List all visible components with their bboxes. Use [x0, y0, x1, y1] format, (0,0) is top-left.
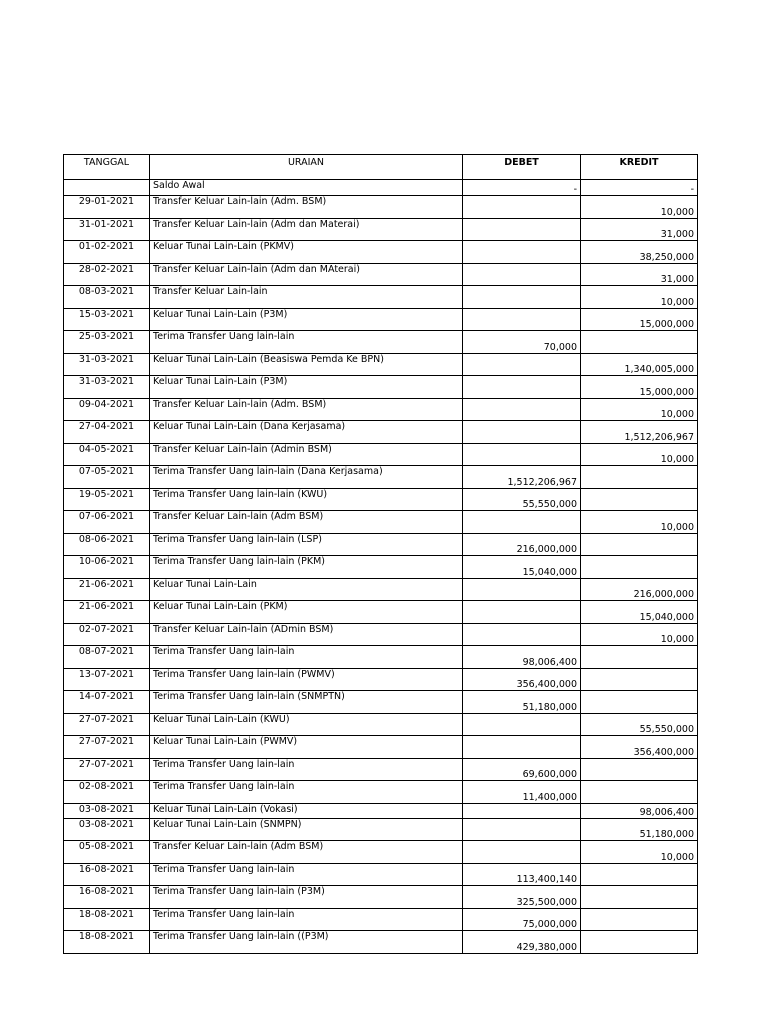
table-row [64, 818, 698, 841]
credit-cell: 10,000 [581, 398, 698, 421]
date-cell: 27-07-2021 [64, 758, 150, 781]
debit-cell [463, 841, 581, 864]
description-cell: Terima Transfer Uang lain-lain (P3M) [150, 886, 463, 909]
opening-label: Saldo Awal [150, 180, 463, 196]
debit-cell [463, 421, 581, 444]
debit-cell [463, 196, 581, 219]
header-uraian: URAIAN [150, 155, 463, 180]
date-cell: 18-08-2021 [64, 908, 150, 931]
table-row [64, 863, 698, 886]
table-row [64, 623, 698, 646]
table-row [64, 218, 698, 241]
debit-cell [463, 736, 581, 759]
credit-cell: 10,000 [581, 196, 698, 219]
date-cell: 29-01-2021 [64, 196, 150, 219]
date-cell: 25-03-2021 [64, 331, 150, 354]
header-kredit: KREDIT [581, 155, 698, 180]
header-row [64, 155, 698, 180]
table-row [64, 841, 698, 864]
table-row [64, 308, 698, 331]
table-row [64, 668, 698, 691]
debit-cell: 98,006,400 [463, 646, 581, 669]
date-cell: 13-07-2021 [64, 668, 150, 691]
date-cell: 31-03-2021 [64, 376, 150, 399]
opening-debit: - [463, 180, 581, 196]
date-cell: 31-03-2021 [64, 353, 150, 376]
debit-cell: 356,400,000 [463, 668, 581, 691]
debit-cell: 11,400,000 [463, 781, 581, 804]
debit-cell: 70,000 [463, 331, 581, 354]
credit-cell: 51,180,000 [581, 818, 698, 841]
description-cell: Terima Transfer Uang lain-lain [150, 646, 463, 669]
description-cell: Keluar Tunai Lain-Lain (Dana Kerjasama) [150, 421, 463, 444]
table-row [64, 466, 698, 489]
table-row [64, 646, 698, 669]
description-cell: Terima Transfer Uang lain-lain (Dana Kerjasama) [150, 466, 463, 489]
description-cell: Terima Transfer Uang lain-lain [150, 781, 463, 804]
description-cell: Terima Transfer Uang lain-lain [150, 908, 463, 931]
description-cell: Transfer Keluar Lain-lain (Adm. BSM) [150, 398, 463, 421]
credit-cell [581, 886, 698, 909]
table-row [64, 691, 698, 714]
description-cell: Keluar Tunai Lain-Lain (Vokasi) [150, 803, 463, 818]
debit-cell: 51,180,000 [463, 691, 581, 714]
description-cell: Keluar Tunai Lain-Lain (SNMPN) [150, 818, 463, 841]
description-cell: Keluar Tunai Lain-Lain (KWU) [150, 713, 463, 736]
debit-cell [463, 511, 581, 534]
debit-cell: 1,512,206,967 [463, 466, 581, 489]
credit-cell: 15,000,000 [581, 376, 698, 399]
table-row [64, 886, 698, 909]
date-cell: 10-06-2021 [64, 556, 150, 579]
date-cell: 28-02-2021 [64, 263, 150, 286]
debit-cell [463, 218, 581, 241]
header-debet: DEBET [463, 155, 581, 180]
credit-cell: 1,340,005,000 [581, 353, 698, 376]
date-cell: 21-06-2021 [64, 601, 150, 624]
debit-cell [463, 263, 581, 286]
table-row [64, 421, 698, 444]
description-cell: Terima Transfer Uang lain-lain [150, 863, 463, 886]
date-cell: 07-06-2021 [64, 511, 150, 534]
ledger-body [64, 180, 698, 954]
table-row [64, 781, 698, 804]
opening-credit: - [581, 180, 698, 196]
debit-cell [463, 308, 581, 331]
description-cell: Transfer Keluar Lain-lain (Adm BSM) [150, 841, 463, 864]
description-cell: Terima Transfer Uang lain-lain (PWMV) [150, 668, 463, 691]
table-row [64, 196, 698, 219]
description-cell: Terima Transfer Uang lain-lain (KWU) [150, 488, 463, 511]
table-row [64, 331, 698, 354]
description-cell: Terima Transfer Uang lain-lain [150, 758, 463, 781]
date-cell: 27-04-2021 [64, 421, 150, 444]
credit-cell: 10,000 [581, 443, 698, 466]
date-cell: 09-04-2021 [64, 398, 150, 421]
credit-cell [581, 466, 698, 489]
credit-cell [581, 863, 698, 886]
credit-cell: 10,000 [581, 511, 698, 534]
credit-cell [581, 556, 698, 579]
date-cell: 03-08-2021 [64, 818, 150, 841]
description-cell: Transfer Keluar Lain-lain (Adm dan MAterai) [150, 263, 463, 286]
table-row [64, 931, 698, 954]
credit-cell: 10,000 [581, 286, 698, 309]
credit-cell: 15,040,000 [581, 601, 698, 624]
date-cell: 19-05-2021 [64, 488, 150, 511]
credit-cell [581, 533, 698, 556]
description-cell: Keluar Tunai Lain-Lain (P3M) [150, 376, 463, 399]
description-cell: Transfer Keluar Lain-lain (Adm dan Materai) [150, 218, 463, 241]
table-row [64, 488, 698, 511]
credit-cell: 10,000 [581, 841, 698, 864]
description-cell: Terima Transfer Uang lain-lain (SNMPTN) [150, 691, 463, 714]
credit-cell: 31,000 [581, 218, 698, 241]
description-cell: Transfer Keluar Lain-lain (Admin BSM) [150, 443, 463, 466]
debit-cell: 216,000,000 [463, 533, 581, 556]
credit-cell [581, 668, 698, 691]
credit-cell [581, 908, 698, 931]
credit-cell [581, 691, 698, 714]
description-cell: Transfer Keluar Lain-lain (ADmin BSM) [150, 623, 463, 646]
date-cell: 31-01-2021 [64, 218, 150, 241]
date-cell: 02-08-2021 [64, 781, 150, 804]
description-cell: Keluar Tunai Lain-Lain (P3M) [150, 308, 463, 331]
date-cell: 27-07-2021 [64, 713, 150, 736]
table-row [64, 353, 698, 376]
description-cell: Terima Transfer Uang lain-lain [150, 331, 463, 354]
debit-cell [463, 601, 581, 624]
date-cell: 15-03-2021 [64, 308, 150, 331]
debit-cell [463, 578, 581, 601]
date-cell: 18-08-2021 [64, 931, 150, 954]
debit-cell [463, 713, 581, 736]
description-cell: Transfer Keluar Lain-lain [150, 286, 463, 309]
table-row [64, 286, 698, 309]
debit-cell: 75,000,000 [463, 908, 581, 931]
description-cell: Terima Transfer Uang lain-lain ((P3M) [150, 931, 463, 954]
debit-cell: 429,380,000 [463, 931, 581, 954]
table-row [64, 533, 698, 556]
table-row [64, 241, 698, 264]
date-cell: 01-02-2021 [64, 241, 150, 264]
credit-cell [581, 781, 698, 804]
credit-cell: 356,400,000 [581, 736, 698, 759]
debit-cell [463, 241, 581, 264]
table-row [64, 511, 698, 534]
description-cell: Keluar Tunai Lain-Lain [150, 578, 463, 601]
date-cell: 21-06-2021 [64, 578, 150, 601]
debit-cell [463, 376, 581, 399]
credit-cell [581, 488, 698, 511]
credit-cell: 216,000,000 [581, 578, 698, 601]
credit-cell: 98,006,400 [581, 803, 698, 818]
credit-cell: 55,550,000 [581, 713, 698, 736]
credit-cell [581, 758, 698, 781]
credit-cell: 1,512,206,967 [581, 421, 698, 444]
table-row [64, 556, 698, 579]
credit-cell: 15,000,000 [581, 308, 698, 331]
table-row [64, 376, 698, 399]
table-row [64, 736, 698, 759]
description-cell: Terima Transfer Uang lain-lain (PKM) [150, 556, 463, 579]
description-cell: Keluar Tunai Lain-Lain (PWMV) [150, 736, 463, 759]
debit-cell [463, 353, 581, 376]
table-row [64, 398, 698, 421]
date-cell: 08-06-2021 [64, 533, 150, 556]
table-row [64, 713, 698, 736]
opening-balance-row [64, 180, 698, 196]
credit-cell [581, 331, 698, 354]
date-cell: 08-07-2021 [64, 646, 150, 669]
description-cell: Transfer Keluar Lain-lain (Adm BSM) [150, 511, 463, 534]
date-cell: 14-07-2021 [64, 691, 150, 714]
debit-cell [463, 443, 581, 466]
debit-cell: 55,550,000 [463, 488, 581, 511]
table-row [64, 263, 698, 286]
debit-cell [463, 398, 581, 421]
debit-cell: 15,040,000 [463, 556, 581, 579]
description-cell: Terima Transfer Uang lain-lain (LSP) [150, 533, 463, 556]
date-cell: 16-08-2021 [64, 886, 150, 909]
description-cell: Keluar Tunai Lain-Lain (PKMV) [150, 241, 463, 264]
debit-cell: 113,400,140 [463, 863, 581, 886]
table-row [64, 908, 698, 931]
header-tanggal: TANGGAL [64, 155, 150, 180]
credit-cell [581, 931, 698, 954]
date-cell: 02-07-2021 [64, 623, 150, 646]
table-row [64, 803, 698, 818]
debit-cell [463, 286, 581, 309]
description-cell: Transfer Keluar Lain-lain (Adm. BSM) [150, 196, 463, 219]
date-cell: 08-03-2021 [64, 286, 150, 309]
description-cell: Keluar Tunai Lain-Lain (Beasiswa Pemda Ke BPN) [150, 353, 463, 376]
debit-cell [463, 818, 581, 841]
description-cell: Keluar Tunai Lain-Lain (PKM) [150, 601, 463, 624]
date-cell: 03-08-2021 [64, 803, 150, 818]
credit-cell [581, 646, 698, 669]
credit-cell: 10,000 [581, 623, 698, 646]
ledger-table [63, 154, 698, 954]
date-cell: 07-05-2021 [64, 466, 150, 489]
table-row [64, 578, 698, 601]
table-row [64, 758, 698, 781]
credit-cell: 38,250,000 [581, 241, 698, 264]
date-cell: 05-08-2021 [64, 841, 150, 864]
date-cell: 16-08-2021 [64, 863, 150, 886]
table-row [64, 601, 698, 624]
debit-cell [463, 803, 581, 818]
date-cell: 27-07-2021 [64, 736, 150, 759]
credit-cell: 31,000 [581, 263, 698, 286]
opening-date-cell [64, 180, 150, 196]
table-row [64, 443, 698, 466]
debit-cell: 69,600,000 [463, 758, 581, 781]
debit-cell [463, 623, 581, 646]
debit-cell: 325,500,000 [463, 886, 581, 909]
date-cell: 04-05-2021 [64, 443, 150, 466]
